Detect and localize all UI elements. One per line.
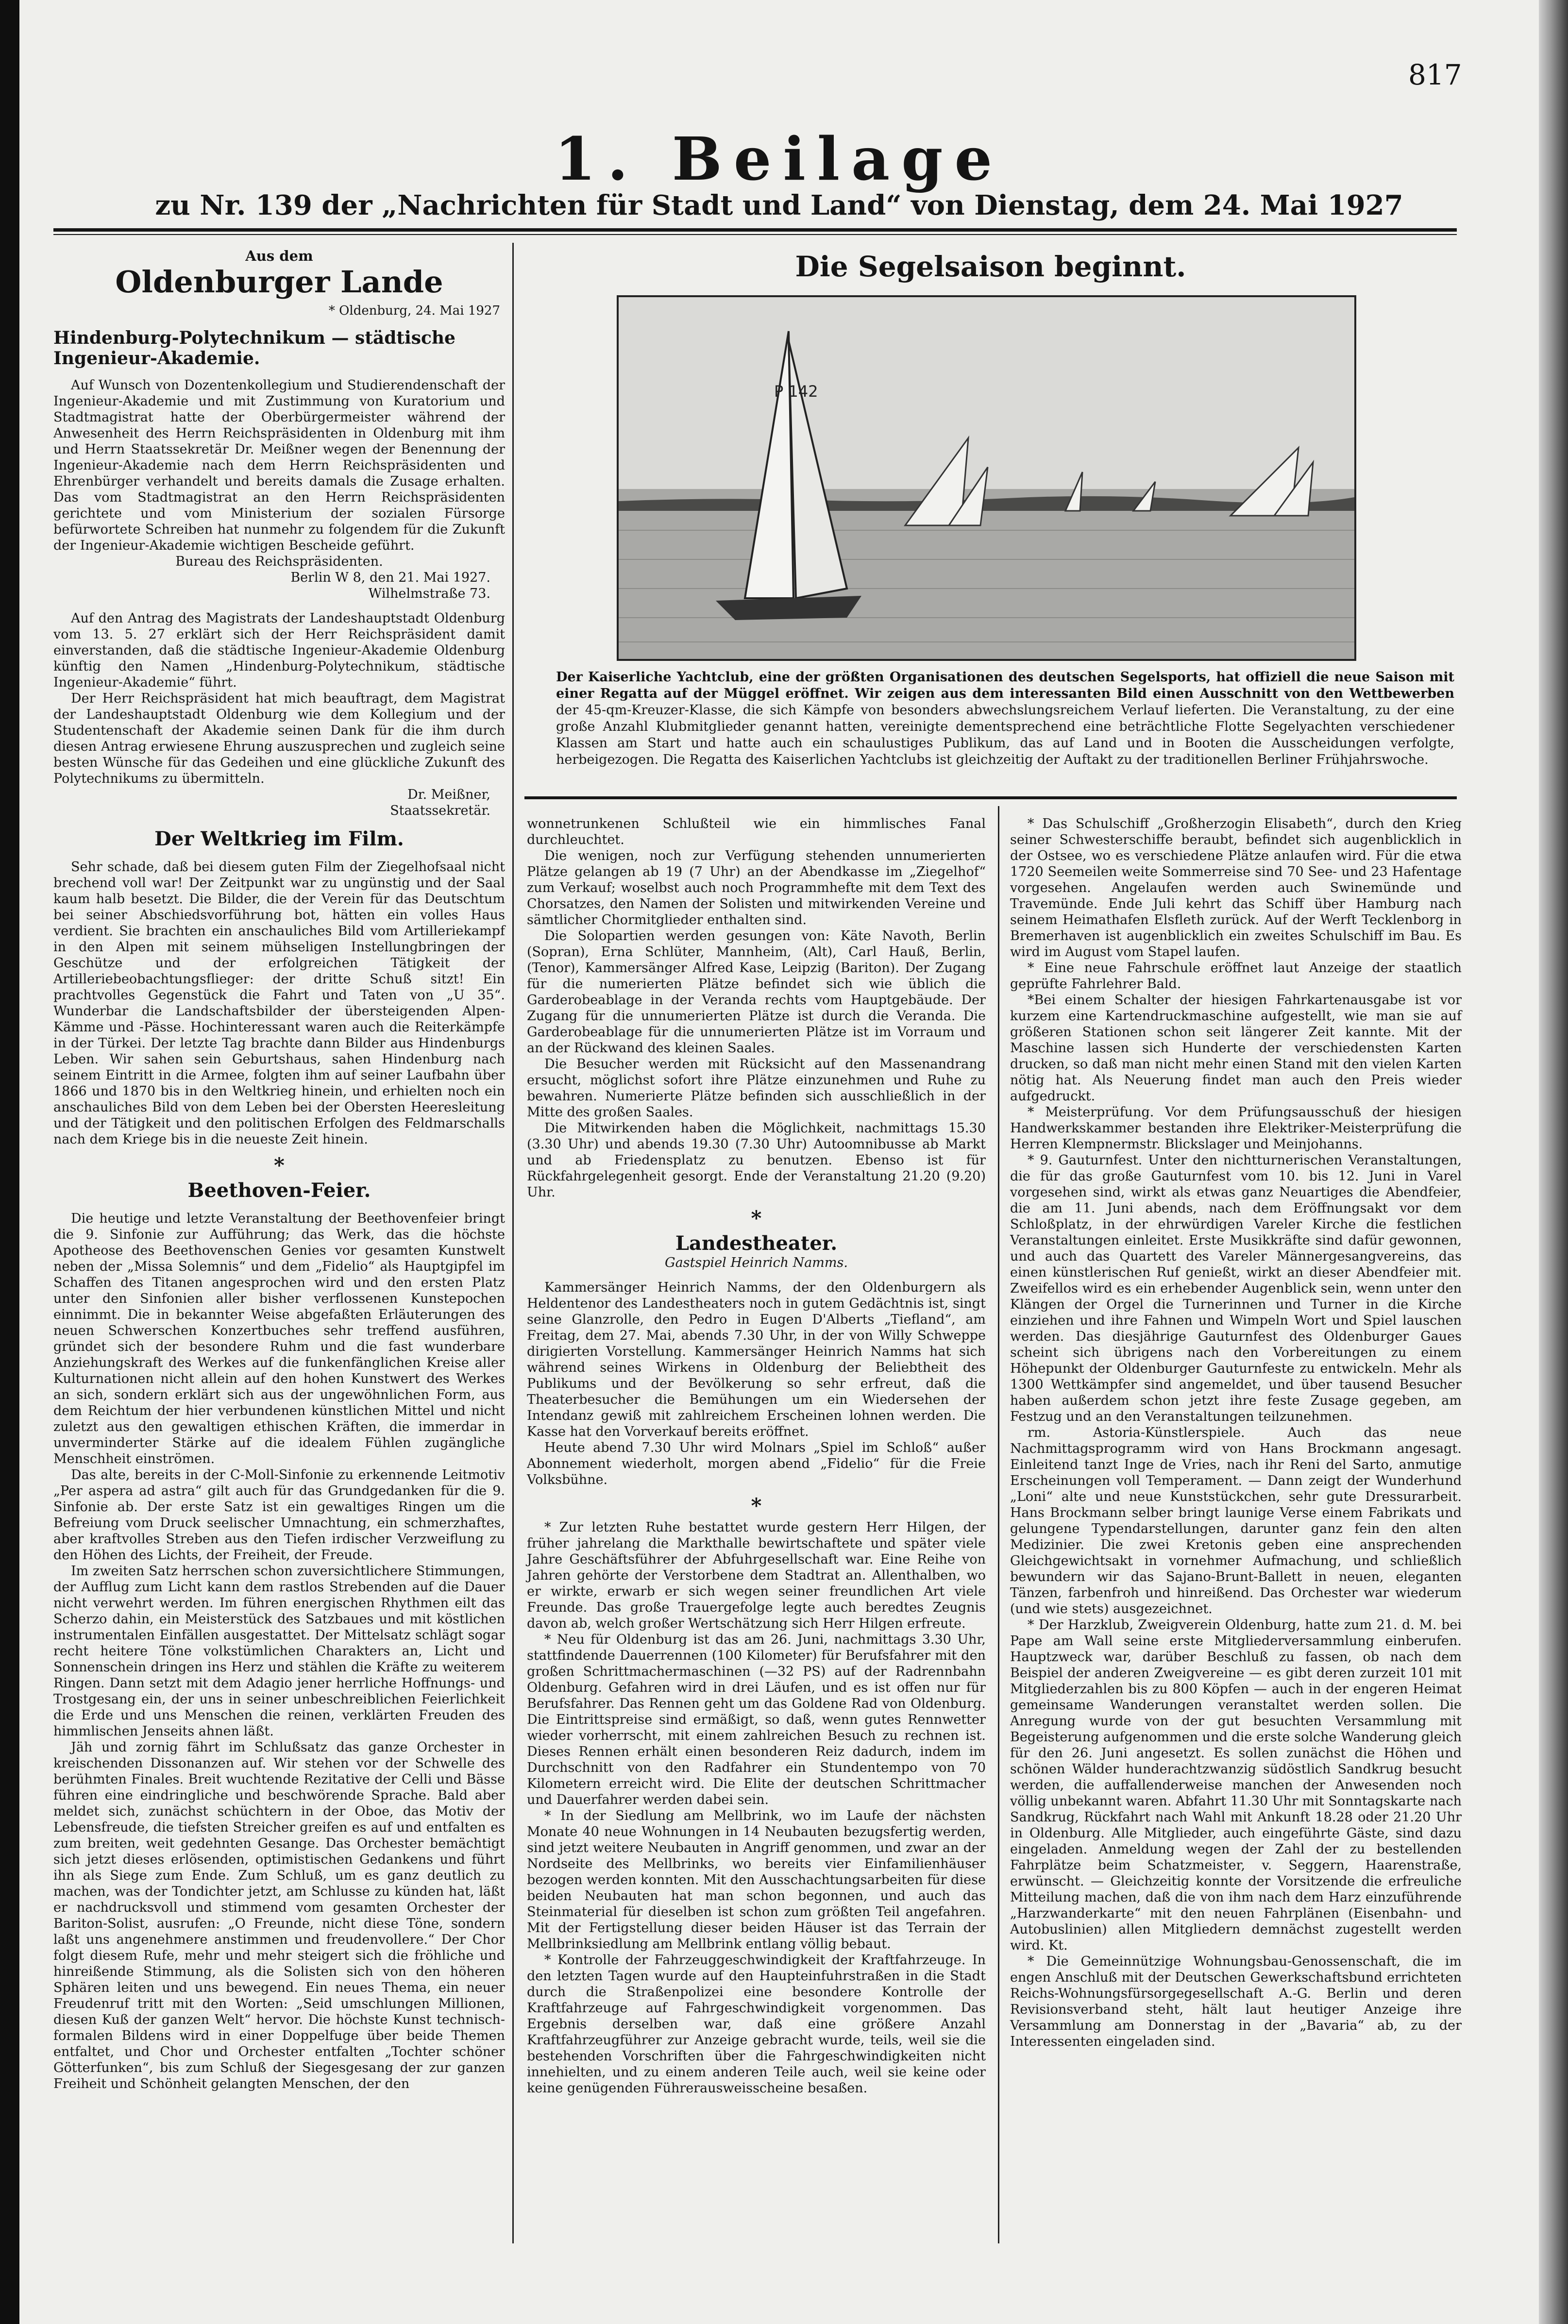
article-paragraph: * Das Schulschiff „Großherzogin Elisabeth“, durch den Krieg seiner Schwesterschiffe beraubt, befindet sich augenblicklich in der Ostsee, wo es verschiedene Plätze anlaufen wird. Für die etwa 1720 Seemeilen weite Sommerreise sind 70 See- und 23 Hafentage vorgesehen. Angelaufen werden auch Swinemünde und Travemünde. Ende Juli kehrt das Schiff über Hamburg nach seinem Heimathafen Elsfleth zurück. Auf der Werft Tecklenborg in Bremerhaven ist augenblicklich ein zweites Schulschiff im Bau. Es wird im August vom Stapel laufen. [1010, 816, 1462, 960]
article-paragraph: Auf Wunsch von Dozentenkollegium und Studierendenschaft der Ingenieur-Akademie und mit Zustimmung von Kuratorium und Stadtmagistrat hatte der Oberbürgermeister während der Anwesenheit des Herrn Reichspräsidenten in Oldenburg mit ihm und Herrn Staatssekretär Dr. Meißner wegen der Benennung der Ingenieur-Akademie nach dem Herrn Reichspräsidenten und Ehrenbürger verhandelt und bereits damals die Zusage erhalten. Das vom Stadtmagistrat an den Herrn Reichspräsidenten gerichtete und vom Ministerium der sozialen Fürsorge befürwortete Schreiben hat nunmehr zu folgendem für die Zukunft der Ingenieur-Akademie wichtigen Bescheide geführt. [53, 378, 505, 553]
letter-address: Berlin W 8, den 21. Mai 1927. [290, 570, 490, 585]
article-paragraph: Kammersänger Heinrich Namms, der den Oldenburgern als Heldentenor des Landestheaters noch in gutem Gedächtnis ist, singt seine Glanzrolle, den Pedro in Eugen D'Alberts „Tiefland“, am Freitag, dem 27. Mai, abends 7.30 Uhr, in der von Willy Schweppe dirigierten Vorstellung. Kammersänger Heinrich Namms hat sich während seines Wirkens in Oldenburg der Beliebtheit des Publikums und der Bevölkerung so sehr erfreut, daß die Theaterbesucher die Bemühungen um ein Wiedersehen der Intendanz gewiß mit zahlreichem Erscheinen lohnen werden. Die Kasse hat den Vorverkauf bereits eröffnet. [527, 1280, 986, 1439]
middle-column [527, 816, 986, 2096]
header-rule-thin [53, 234, 1457, 235]
left-column [53, 248, 505, 2092]
article-paragraph: Auf den Antrag des Magistrats der Landeshauptstadt Oldenburg vom 13. 5. 27 erklärt sich der Herr Reichspräsident damit einverstanden, daß die städtische Ingenieur-Akademie Oldenburg künftig den Namen „Hindenburg-Polytechnikum, städtische Ingenieur-Akademie“ führt. [53, 611, 505, 690]
article-paragraph: Die Mitwirkenden haben die Möglichkeit, nachmittags 15.30 (3.30 Uhr) und abends 19.30 (7.30 Uhr) Autoomnibusse ab Markt und ab Friedensplatz zu benutzen. Ebenso ist für Rückfahrgelegenheit gesorgt. Ende der Veranstaltung 21.20 (9.20) Uhr. [527, 1121, 986, 1200]
scan-border [0, 0, 19, 2324]
article-paragraph: * In der Siedlung am Mellbrink, wo im Laufe der nächsten Monate 40 neue Wohnungen in 14 Neubauten bezugsfertig werden, sind jetzt weitere Neubauten in Angriff genommen, und zwar an der Nordseite des Mellbrinks, wo bereits vier Einfamilienhäuser bezogen werden konnten. Mit den Ausschachtungsarbeiten für diese beiden Neubauten hat man schon begonnen, und auch das Steinmaterial für dieselben ist schon zum größten Teil angefahren. Mit der Fertigstellung dieser beiden Häuser ist das Terrain der Mellbrinksiedlung am Mellbrink entlang völlig bebaut. [527, 1808, 986, 1952]
article-paragraph: * Meisterprüfung. Vor dem Prüfungsausschuß der hiesigen Handwerkskammer bestanden ihre Elektriker-Meisterprüfung die Herren Klempnermstr. Blickslager und Meinjohanns. [1010, 1105, 1462, 1152]
article-paragraph: Die Besucher werden mit Rücksicht auf den Massenandrang ersucht, möglichst sofort ihre Plätze einzunehmen und Ruhe zu bewahren. Numerierte Plätze befinden sich ausschließlich in der Mitte des großen Saales. [527, 1057, 986, 1120]
article-paragraph: Das alte, bereits in der C-Moll-Sinfonie zu erkennende Leitmotiv „Per aspera ad astra“ gilt auch für das Grundgedanken für die 9. Sinfonie ab. Der erste Satz ist ein gewaltiges Ringen um die Befreiung vom Druck seelischer Umnachtung, ein schmerzhaftes, aber kraftvolles Streben aus den Tiefen irdischer Verzweiflung zu den Höhen des Lichts, der Freiheit, der Freude. [53, 1467, 505, 1563]
article-subtitle: Gastspiel Heinrich Namms. [665, 1255, 848, 1270]
article-paragraph: * Die Gemeinnützige Wohnungsbau-Genossenschaft, die im engen Anschluß mit der Deutschen Gewerkschaftsbund errichteten Reichs-Wohnungsfürsorgegesellschaft A.-G. Berlin und deren Revisionsverband steht, hält laut heutiger Anzeige ihre Versammlung am Donnerstag in der „Bavaria“ ab, zu der Interessenten eingeladen sind. [1010, 1954, 1462, 2049]
caption-lead: Der Kaiserliche Yachtclub, eine der größten Organisationen des deutschen Segelsports, hat offiziell die neue Saison mit einer Regatta auf der Müggel eröffnet. Wir zeigen aus dem interessanten Bild einen Ausschnitt von den Wettbewerben [556, 670, 1454, 701]
dateline: * Oldenburg, 24. Mai 1927 [328, 303, 500, 318]
article-paragraph: * Der Harzklub, Zweigverein Oldenburg, hatte zum 21. d. M. bei Pape am Wall seine erste Mitgliederversammlung einberufen. Hauptzweck war, darüber Beschluß zu fassen, ob nach dem Beispiel der anderen Zweigvereine — es gibt deren zurzeit 101 mit Mitgliederzahlen bis zu 800 Köpfen — auch in der engeren Heimat gemeinsame Wanderungen veranstaltet werden sollen. Die Anregung wurde von der gut besuchten Versammlung mit Begeisterung aufgenommen und die erste solche Wanderung gleich für den 26. Juni angesetzt. Es sollen zunächst die Höhen und schönen Wälder hunderachtzwanzig südöstlich Sandkrug besucht werden, die auffallenderweise manchen der Anwesenden noch völlig unbekannt waren. Abfahrt 11.30 Uhr mit Sonntagskarte nach Sandkrug, Rückfahrt nach Wahl mit Ankunft 18.28 oder 21.20 Uhr in Oldenburg. Alle Mitglieder, auch eingeführte Gäste, sind dazu eingeladen. Anmeldung wegen der Zahl der zu bestellenden Fahrplätze beim Schatzmeister, v. Seggern, Haarenstraße, erwünscht. — Gleichzeitig konnte der Vorsitzende die erfreuliche Mitteilung machen, daß die von ihm nach dem Harz einzuführende „Harzwanderkarte“ mit den neuen Fahrplänen (Eisenbahn- und Autobuslinien) allen Mitgliedern demnächst zugestellt werden wird. Kt. [1010, 1617, 1462, 1953]
caption-text: der 45-qm-Kreuzer-Klasse, die sich Kämpfe von besonders abwechslungsreichem Verlauf lieferten. Die Veranstaltung, zu der eine große Anzahl Klubmitglieder genannt hatten, vereinigte dementsprechend eine beträchtliche Flotte Segelyachten verschiedener Klassen am Start und hatte auch ein schaulustiges Publikum, das auf Land und in Booten die Ausscheidungen verfolgte, herbeigezogen. Die Regatta des Kaiserlichen Yachtclubs ist gleichzeitig der Auftakt zu der traditionellen Berliner Frühjahrswoche. [556, 703, 1454, 767]
article-title-weltkrieg: Der Weltkrieg im Film. [154, 827, 404, 850]
section-title: Oldenburger Lande [115, 264, 443, 300]
separator-star: * [274, 1153, 285, 1177]
column-divider-2 [998, 806, 999, 2243]
section-kicker: Aus dem [245, 248, 313, 264]
article-paragraph: Die heutige und letzte Veranstaltung der Beethovenfeier bringt die 9. Sinfonie zur Aufführung; das Werk, das die höchste Apotheose des Beethovenschen Genies vor gesamten Kunstwelt neben der „Missa Solemnis“ und dem „Fidelio“ als Hauptgipfel im Schaffen des Titanen angesprochen wird und den ersten Platz unter den Sinfonien aller bisher verflossenen Kunstepochen einnimmt. Die in bekannter Weise abgefaßten Erläuterungen des neuen Schwerschen Konzertbuches sehr treffend ausführen, gründet sich der besondere Ruhm und die fast wunderbare Anziehungskraft des Werkes auf die funkenfänglichen Kreise aller Kulturnationen nicht allein auf den hohen Kunstwert des Werkes an sich, sondern erklärt sich aus der ungewöhnlichen Form, aus dem Reichtum der hier verbundenen künstlichen Mittel und nicht zuletzt aus den gewaltigen ethischen Kräften, die immerdar in unverminderter Stärke auf die idealem Fühlen zugängliche Menschheit einströmen. [53, 1211, 505, 1466]
separator-star: * [751, 1206, 762, 1230]
article-paragraph: * Kontrolle der Fahrzeuggeschwindigkeit der Kraftfahrzeuge. In den letzten Tagen wurde auf den Haupteinfuhrstraßen in die Stadt durch die Straßenpolizei eine besondere Kontrolle der Kraftfahrzeuge auf Fahrgeschwindigkeit vorgenommen. Das Ergebnis derselben war, daß eine größere Anzahl Kraftfahrzeugführer zur Anzeige gebracht wurde, teils, weil sie die bestehenden Vorschriften über die Fahrgeschwindigkeiten nicht innehielten, und zu einem anderen Teile auch, weil sie keine oder keine genügenden Führerausweisscheine besaßen. [527, 1953, 986, 2096]
article-paragraph: * Eine neue Fahrschule eröffnet laut Anzeige der staatlich geprüfte Fahrlehrer Bald. [1010, 960, 1462, 992]
signature-name: Dr. Meißner, [407, 787, 490, 802]
article-paragraph: Jäh und zornig fährt im Schlußsatz das ganze Orchester in kreischenden Dissonanzen auf. Wir stehen vor der Schwelle des berühmten Finales. Breit wuchtende Rezitative der Celli und Bässe führen eine eindringliche und beschwörende Sprache. Bald aber meldet sich, zunächst schüchtern in der Oboe, das Motiv der Lebensfreude, die tiefsten Streicher greifen es auf und entfalten es zum breiten, weit gedehnten Gesange. Das Orchester bemächtigt sich jetzt dieses erlösenden, optimistischen Gedankens und führt ihn als Siege zum Ende. Zum Schluß, um es ganz deutlich zu machen, was der Tondichter jetzt, am Schlusse zu künden hat, läßt er nachdrucksvoll und stimmend vom gesamten Orchester der Bariton-Solist, ausrufen: „O Freunde, nicht diese Töne, sondern laßt uns angenehmere anstimmen und freudenvollere.“ Der Chor folgt diesem Rufe, mehr und mehr steigert sich die fröhliche und hinreißende Stimmung, als die Solisten sich von den höheren Sphären leiten und uns bewegend. Ein neues Thema, ein neuer Freudenruf tritt mit den Worten: „Seid umschlungen Millionen, diesen Kuß der ganzen Welt“ hervor. Die höchste Kunst technisch-formalen Bildens wird in einer Doppelfuge über beide Themen entfaltet, und Chor und Orchester entfalten „Tochter schöner Götterfunken“, bis zum Schluß der Siegesgesang der zur ganzen Freiheit und Schönheit gelangten Menschen, der den [53, 1740, 505, 2091]
feature-title: Die Segelsaison beginnt. [795, 250, 1186, 283]
letter-sender: Bureau des Reichspräsidenten. [175, 554, 383, 569]
article-paragraph: * Zur letzten Ruhe bestattet wurde gestern Herr Hilgen, der früher jahrelang die Markthalle bewirtschaftete und später viele Jahre Geschäftsführer der Abfuhrgesellschaft war. Eine Reihe von Jahren gehörte der Verstorbene dem Stadtrat an. Allenthalben, wo er wirkte, erwarb er sich wegen seiner freundlichen Art viele Freunde. Das große Trauergefolge legte auch beredtes Zeugnis davon ab, welch großer Wertschätzung sich Herr Hilgen erfreute. [527, 1520, 986, 1631]
article-paragraph: *Bei einem Schalter der hiesigen Fahrkartenausgabe ist vor kurzem eine Kartendruckmaschine aufgestellt, wie man sie auf größeren Stationen schon seit längerer Zeit kannte. Mit der Maschine lassen sich Hunderte der verschiedensten Karten drucken, so daß man nicht mehr einen Stand mit den vielen Karten nötig hat. Als Neuerung findet man auch den Preis wieder aufgedruckt. [1010, 993, 1462, 1104]
article-paragraph: Heute abend 7.30 Uhr wird Molnars „Spiel im Schloß“ außer Abonnement wiederholt, morgen abend „Fidelio“ für die Freie Volksbühne. [527, 1440, 986, 1487]
sail-number: P 142 [774, 382, 818, 401]
article-paragraph: Im zweiten Satz herrschen schon zuversichtlichere Stimmungen, der Aufflug zum Licht kann dem rastlos Strebenden auf die Dauer nicht verwehrt werden. Im führen energischen Rhythmen eilt das Scherzo dahin, ein Meisterstück des Satzbaues und mit köstlichen instrumentalen Einfällen ausgestattet. Der Mittelsatz schlägt sogar recht heitere Töne volkstümlichen Charakters an, Licht und Sonnenschein dringen ins Herz und stählen die Kräfte zu weiterem Ringen. Dann setzt mit dem Adagio jener herrliche Hoffnungs- und Trostgesang ein, der uns in seiner unbeschreiblichen Feierlichkeit die Erde und uns Menschen die reinen, verklärten Freuden des himmlischen Jenseits ahnen läßt. [53, 1564, 505, 1739]
letter-address-street: Wilhelmstraße 73. [368, 586, 490, 601]
sailing-photo [617, 295, 1356, 661]
article-paragraph: Der Herr Reichspräsident hat mich beauftragt, dem Magistrat der Landeshauptstadt Oldenburg wie dem Kollegium und der Studentenschaft der Akademie seinen Dank für die ihm durch diesen Antrag erwiesene Ehrung auszusprechen und zugleich seine besten Wünsche für das Gedeihen und eine glückliche Zukunft des Polytechnikums zu übermitteln. [53, 691, 505, 786]
article-title-hindenburg: Hindenburg-Polytechnikum — städtische Ingenieur-Akademie. [53, 328, 455, 369]
newspaper-page [19, 0, 1539, 2324]
book-edge [1539, 0, 1568, 2324]
signature-title: Staatssekretär. [390, 803, 490, 818]
column-divider-1 [512, 243, 514, 2243]
article-paragraph: Die Solopartien werden gesungen von: Käte Navoth, Berlin (Sopran), Erna Schlüter, Mannheim, (Alt), Carl Hauß, Berlin, (Tenor), Kammersänger Alfred Kase, Leipzig (Bariton). Der Zugang für die numerierten Plätze befindet sich wie üblich die Garderobeablage in der Veranda rechts vom Hauptgebäude. Der Zugang für die unnumerierten Plätze ist durch die Veranda. Die Garderobeablage für die unnumerierten Plätze ist im Vorraum und an der Rückwand des kleinen Saales. [527, 928, 986, 1056]
page-number: 817 [1408, 58, 1462, 91]
supplement-title: 1. Beilage [554, 124, 1004, 194]
article-paragraph: rm. Astoria-Künstlerspiele. Auch das neue Nachmittagsprogramm wird von Hans Brockmann angesagt. Einleitend tanzt Inge de Vries, nach ihr Reni del Sarto, anmutige Erscheinungen voll Temperament. — Dann zeigt der Wunderhund „Loni“ alte und neue Kunststückchen, sehr gute Dressurarbeit. Hans Brockmann selber bringt launige Verse einem Fabrikats und gelungene Typendarstellungen, darunter ganz fein den alten Medizinier. Die zwei Kretonis geben eine ansprechenden Gleichgewichtsakt in vornehmer Aufmachung, und schließlich bewundern wir das Sajano-Brunt-Ballett in neuen, eleganten Tänzen, farbenfroh und hinreißend. Das Orchester war wiederum (und wie stets) ausgezeichnet. [1010, 1425, 1462, 1617]
feature-bottom-rule [524, 796, 1457, 799]
article-paragraph: wonnetrunkenen Schlußteil wie ein himmlisches Fanal durchleuchtet. [527, 816, 986, 847]
issue-subtitle: zu Nr. 139 der „Nachrichten für Stadt und Land“ von Dienstag, dem 24. Mai 1927 [155, 189, 1403, 221]
right-column [1010, 816, 1462, 2050]
article-paragraph: Sehr schade, daß bei diesem guten Film der Ziegelhofsaal nicht brechend voll war! Der Zeitpunkt war zu ungünstig und der Saal kaum halb besetzt. Die Bilder, die der Verein für das Deutschtum bei seiner Abschiedsvorführung bot, hätten ein volles Haus verdient. Sie brachten ein anschauliches Bild vom Artilleriekampf in den Alpen mit seinem mühseligen Instellungbringen der Geschütze und der erfolgreichen Tätigkeit der Artilleriebeobachtungsflieger: der dritte Schuß sitzt! Ein prachtvolles Gegenstück die Fahrt und Taten von „U 35“. Wunderbar die Landschaftsbilder der übersteigenden Alpen-Kämme und -Pässe. Hochinteressant waren auch die Reiterkämpfe in der Türkei. Der letzte Tag brachte dann Bilder aus Hindenburgs Leben. Wir sahen sein Geburtshaus, sahen Hindenburg nach seinem Eintritt in die Armee, folgten ihm auf seiner Laufbahn über 1866 und 1870 bis in den Weltkrieg hinein, und erhielten noch ein anschauliches Bild von dem Leben bei der Obersten Heeresleitung und der Tätigkeit und den politischen Erfolgen des Feldmarschalls nach dem Kriege bis in die neueste Zeit hinein. [53, 859, 505, 1147]
article-paragraph: Die wenigen, noch zur Verfügung stehenden unnumerierten Plätze gelangen ab 19 (7 Uhr) an der Abendkasse im „Ziegelhof“ zum Verkauf; woselbst auch noch Programmhefte mit dem Text des Chorsatzes, den Namen der Solisten und mitwirkenden Vereine und sämtlicher Chormitglieder enthalten sind. [527, 848, 986, 927]
article-title-beethoven: Beethoven-Feier. [187, 1179, 371, 1202]
sailing-regatta-illustration [619, 297, 1354, 659]
photo-caption [556, 669, 1454, 768]
separator-star: * [751, 1494, 762, 1517]
article-paragraph: * 9. Gauturnfest. Unter den nichtturnerischen Veranstaltungen, die für das große Gauturnfest vom 10. bis 12. Juni in Varel vorgesehen sind, wirkt als etwas ganz Neuartiges die Abendfeier, die am 11. Juni abends, nach dem Eröffnungsakt vor dem Schloßplatz, in der ehrwürdigen Vareler Kirche die festlichen Veranstaltungen einleitet. Erste Musikkräfte sind dafür gewonnen, und auch das Quartett des Vareler Männergesangvereins, das einen künstlerischen Ruf genießt, wirkt an dieser Abendfeier mit. Zweifellos wird es ein erhebender Augenblick sein, wenn unter den Klängen der Orgel die Turnerinnen und Turner in die Kirche einziehen und ihre Fahnen und Wimpeln Wort und Spiel lauschen werden. Das diesjährige Gauturnfest des Oldenburger Gaues scheint sich übrigens nach den Vorbereitungen zu einem Höhepunkt der Oldenburger Gauturnfeste zu entwickeln. Mehr als 1300 Wettkämpfer sind angemeldet, und über tausend Besucher haben außerdem schon jetzt ihre feste Zusage gegeben, am Festzug und an den Veranstaltungen teilzunehmen. [1010, 1153, 1462, 1424]
header-rule-thick [53, 228, 1457, 232]
article-paragraph: * Neu für Oldenburg ist das am 26. Juni, nachmittags 3.30 Uhr, stattfindende Dauerrennen (100 Kilometer) für Berufsfahrer mit den großen Schrittmachermaschinen (—32 PS) auf der Radrennbahn Oldenburg. Gefahren wird in drei Läufen, und es ist offen nur für Berufsfahrer. Das Rennen geht um das Goldene Rad von Oldenburg. Die Eintrittspreise sind ermäßigt, so daß, wenn gutes Rennwetter wieder vorherrscht, mit einem zahlreichen Besuch zu rechnen ist. Dieses Rennen erhält einen besonderen Reiz dadurch, indem im Durchschnitt von den Radfahrer ein Stundentempo von 70 Kilometern erreicht wird. Die Elite der deutschen Schrittmacher und Dauerfahrer werden dabei sein. [527, 1632, 986, 1807]
article-title-landestheater: Landestheater. [675, 1232, 838, 1255]
